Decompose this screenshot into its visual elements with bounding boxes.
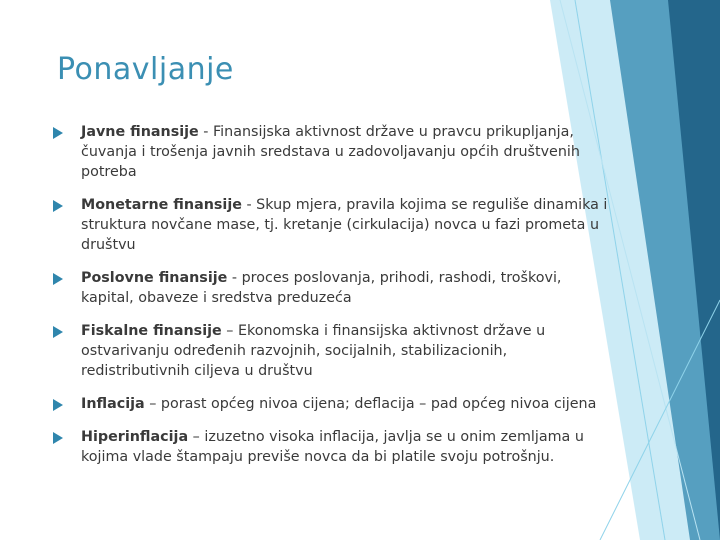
triangle-right-icon: [53, 432, 63, 444]
bullet-text: - Skup mjera, pravila kojima se reguliše dinamika i struktura novčane mase, tj. kretanje (cirkulacija) novca u fazi prometa u društvu: [81, 197, 608, 253]
triangle-right-icon: [53, 273, 63, 285]
bullet-term: Monetarne finansije: [81, 197, 242, 213]
list-item: [50, 321, 610, 381]
list-item: [50, 122, 610, 182]
list-item: [50, 427, 610, 467]
triangle-right-icon: [53, 127, 63, 139]
bullet-term: Fiskalne finansije: [81, 323, 222, 339]
list-item: [50, 195, 610, 255]
bullet-list: [50, 122, 610, 467]
bullet-term: Poslovne finansije: [81, 270, 228, 286]
bullet-text: - proces poslovanja, prihodi, rashodi, troškovi, kapital, obaveze i sredstva preduzeća: [81, 270, 562, 306]
list-item: [50, 394, 610, 414]
list-item: [50, 268, 610, 308]
triangle-right-icon: [53, 326, 63, 338]
bullet-term: Inflacija: [81, 396, 145, 412]
bullet-term: Javne finansije: [81, 124, 199, 140]
bullet-text: - Finansijska aktivnost države u pravcu prikupljanja, čuvanja i trošenja javnih sredstava u zadovoljavanju općih društvenih potreba: [81, 124, 580, 180]
triangle-right-icon: [53, 200, 63, 212]
bullet-text: – porast općeg nivoa cijena; deflacija – pad općeg nivoa cijena: [144, 396, 597, 412]
bullet-text: – izuzetno visoka inflacija, javlja se u onim zemljama u kojima vlade štampaju previše novca da bi platile svoju potrošnju.: [81, 429, 584, 465]
bullet-term: Hiperinflacija: [81, 429, 189, 445]
triangle-right-icon: [53, 399, 63, 411]
bullet-text: – Ekonomska i finansijska aktivnost države u ostvarivanju određenih razvojnih, socijalnih, stabilizacionih, redistributivnih ciljeva u društvu: [81, 323, 546, 379]
slide-title: Ponavljanje: [57, 52, 234, 87]
